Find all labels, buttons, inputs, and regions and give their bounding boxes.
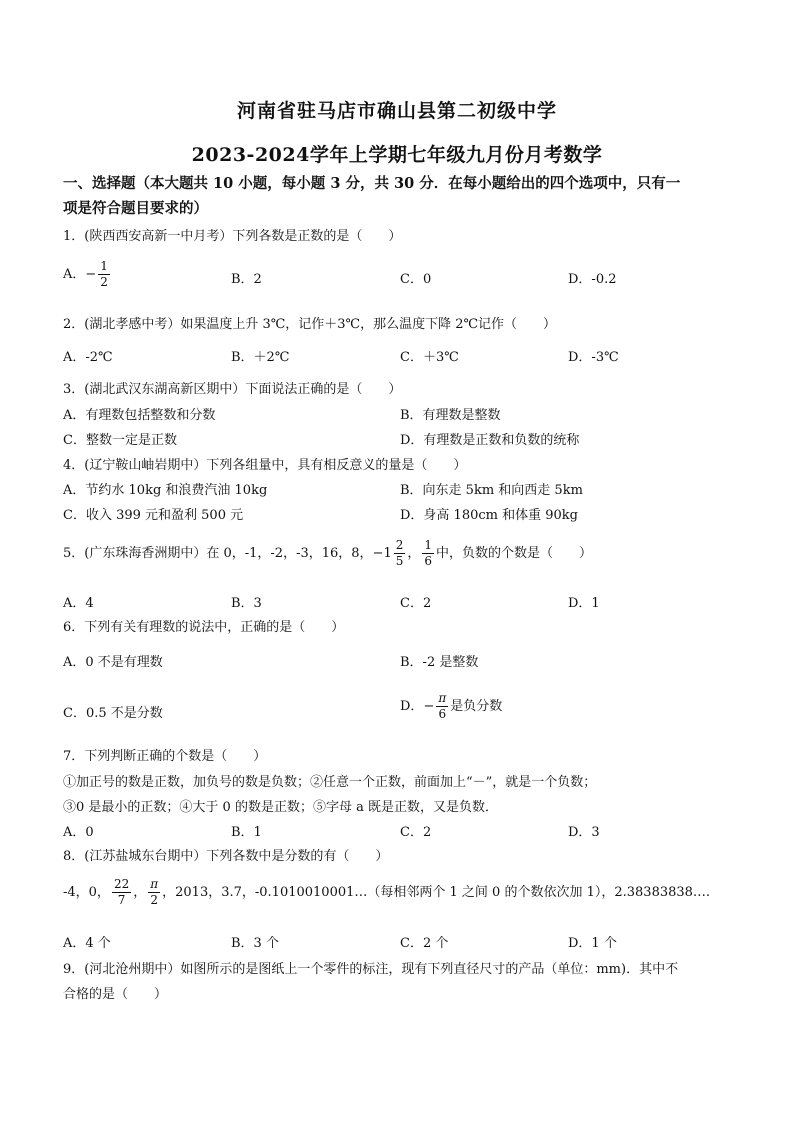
question-5-stem: 5．(广东珠海香洲期中）在 0，-1，-2，-3，16，8，−1 $\frac{2}{5}$ ， $\frac{1}{6}$ 中，负数的个数是（ ）: [63, 538, 593, 568]
question-3-option-a: A．有理数包括整数和分数: [63, 408, 216, 423]
question-1-option-b: B．2: [231, 272, 262, 287]
fraction: [148, 877, 160, 908]
question-7-option-c: C．2: [400, 825, 432, 840]
fraction-numerator: π: [438, 691, 447, 705]
question-3-option-c: C．整数一定是正数: [63, 433, 177, 448]
fraction-numerator: 1: [424, 538, 433, 552]
fraction-denominator: 6: [438, 707, 447, 721]
question-7-option-d: D．3: [568, 825, 600, 840]
fraction: [98, 259, 110, 290]
question-5-option-b: B．3: [231, 596, 262, 611]
question-8-stem: 8．(江苏盐城东台期中）下列各数中是分数的有（ ）: [63, 849, 389, 864]
question-8-option-c: C．2 个: [400, 936, 449, 951]
school-title: 河南省驻马店市确山县第二初级中学: [236, 100, 557, 122]
question-1-stem: 1．(陕西西安高新一中月考）下列各数是正数的是（ ）: [63, 229, 402, 244]
question-7-option-a: A．0: [63, 825, 94, 840]
option-suffix: 是负分数: [450, 699, 503, 714]
question-8-option-a: A．4 个: [63, 936, 111, 951]
fraction-numerator: 2: [395, 538, 404, 552]
question-3-option-d: D．有理数是正数和负数的统称: [400, 433, 580, 448]
question-3-stem: 3．(湖北武汉东湖高新区期中）下面说法正确的是（ ）: [63, 382, 402, 397]
question-8-option-d: D．1 个: [568, 936, 617, 951]
question-8-number-list: -4，0， $\frac{22}{7}$ ， $\frac{\pi}{2}$ ，2013，3.7，-0.1010010001…（每相邻两个 1 之间 0 的个数依次加 1），2.38383838….: [63, 877, 711, 907]
fraction-denominator: 6: [424, 554, 433, 568]
section-heading-line1: 一、选择题（本大题共 10 小题，每小题 3 分，共 30 分．在每小题给出的四个选项中，只有一: [63, 175, 681, 192]
section-heading-line2: 项是符合题目要求的）: [63, 200, 208, 217]
question-7-statements-line2: ③0 是最小的正数；④大于 0 的数是正数；⑤字母 a 既是正数，又是负数．: [63, 800, 498, 815]
fraction-numerator: 1: [100, 259, 108, 273]
question-6-option-a: A．0 不是有理数: [63, 655, 163, 670]
question-7-statements-line1: ①加正号的数是正数，加负号的数是负数；②任意一个正数，前面加上“－”，就是一个负数；: [63, 775, 597, 790]
question-5-stem-end: 中，负数的个数是（ ）: [436, 546, 593, 561]
question-3-option-b: B．有理数是整数: [400, 408, 501, 423]
fraction-denominator: 5: [395, 554, 404, 568]
fraction: [394, 538, 406, 569]
question-6-option-d: [400, 691, 502, 722]
question-7-stem: 7．下列判断正确的个数是（ ）: [63, 749, 267, 764]
question-2-option-c: C．＋3℃: [400, 350, 459, 365]
question-9-stem-line1: 9．(河北沧州期中）如图所示的是图纸上一个零件的标注，现有下列直径尺寸的产品（单位：mm)．其中不: [63, 962, 679, 977]
minus-sign: −: [423, 699, 435, 714]
question-4-option-b: B．向东走 5km 和向西走 5km: [400, 483, 583, 498]
question-6-option-c: C．0.5 不是分数: [63, 706, 163, 721]
question-1-option-a: [63, 259, 112, 290]
fraction-denominator: 7: [117, 893, 126, 907]
fraction-numerator: π: [150, 877, 159, 891]
fraction: [112, 877, 131, 908]
question-4-option-c: C．收入 399 元和盈利 500 元: [63, 508, 244, 523]
option-label: A．: [63, 267, 86, 282]
exam-title: 2023-2024学年上学期七年级九月份月考数学: [191, 144, 603, 166]
question-2-option-d: D．-3℃: [568, 350, 619, 365]
question-2-stem: 2．(湖北孝感中考）如果温度上升 3℃，记作＋3℃，那么温度下降 2℃记作（ ）: [63, 317, 557, 332]
question-2-option-b: B．＋2℃: [231, 350, 290, 365]
question-6-stem: 6．下列有关有理数的说法中，正确的是（ ）: [63, 620, 345, 635]
question-5-option-c: C．2: [400, 596, 432, 611]
question-4-option-d: D．身高 180cm 和体重 90kg: [400, 508, 578, 523]
question-5-option-a: A．4: [63, 596, 94, 611]
section-heading: [63, 171, 743, 221]
fraction-denominator: 2: [150, 893, 158, 907]
question-5-option-d: D．1: [568, 596, 600, 611]
question-2-option-a: A．-2℃: [63, 350, 113, 365]
mixed-number-whole: −1: [372, 546, 392, 561]
question-4-option-a: A．节约水 10kg 和浪费汽油 10kg: [63, 483, 268, 498]
question-7-option-b: B．1: [231, 825, 262, 840]
question-5-stem-start: 5．(广东珠海香洲期中）在 0，-1，-2，-3，16，8，: [63, 546, 373, 561]
option-label: D．: [400, 699, 424, 714]
fraction-denominator: 2: [100, 275, 108, 289]
question-6-option-b: B．-2 是整数: [400, 655, 479, 670]
fraction: [436, 691, 448, 722]
number-list-end: ，2013，3.7，-0.1010010001…（每相邻两个 1 之间 0 的个数依次加 1），2.38383838….: [162, 885, 711, 900]
number-list-start: -4，0，: [63, 885, 110, 900]
minus-sign: −: [85, 267, 97, 282]
question-1-option-c: C．0: [400, 272, 432, 287]
fraction-numerator: 22: [113, 877, 130, 891]
question-8-option-b: B．3 个: [231, 936, 279, 951]
fraction: [422, 538, 434, 569]
question-4-stem: 4．(辽宁鞍山岫岩期中）下列各组量中，具有相反意义的量是（ ）: [63, 458, 467, 473]
question-1-option-d: D．-0.2: [568, 272, 617, 287]
question-9-stem-line2: 合格的是（ ）: [63, 987, 168, 1002]
